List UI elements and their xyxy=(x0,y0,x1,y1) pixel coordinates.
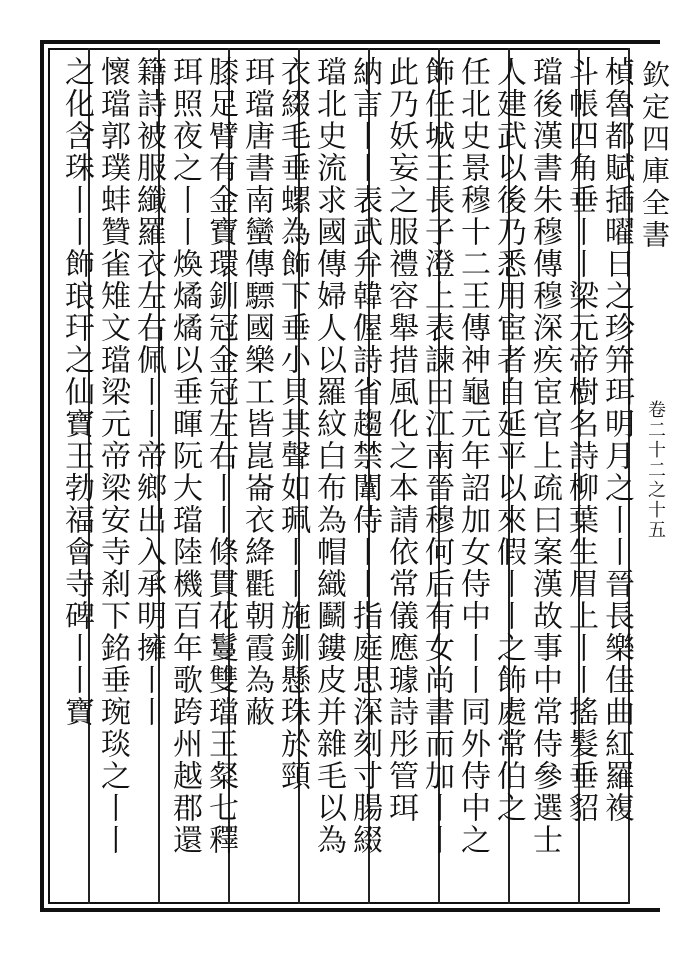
text-column-2: 斗帳四角垂丨丨梁元帝樹名詩柳葉生眉上丨丨搖髮垂貂 xyxy=(563,56,598,824)
text-column-3: 璫後漢書朱穆傳穆深疾宦官上疏曰案漢故事中常侍參選士 xyxy=(527,56,562,856)
text-column-1: 楨魯都賦插曜日之珍笄珥明月之丨丨晉長樂佳曲紅羅複 xyxy=(599,56,634,824)
text-column-4: 人建武以後乃悉用宦者自延平以來假丨丨之飾處常伯之 xyxy=(491,56,526,824)
text-column-14: 籍詩被服纖羅衣左右佩丨丨帝鄉出入承明擁丨丨 xyxy=(131,56,166,728)
text-column-7: 此乃妖妄之服禮容舉措風化之本請依常儀應璩詩彤管珥 xyxy=(383,56,418,824)
text-column-8: 納言丨丨表武弁韓偓詩省趨禁闈侍丨丨指庭思深刻寸腸綴 xyxy=(347,56,382,856)
text-column-12: 膝足臂有金寶環釧冠金冠左右丨丨條貫花鬘雙璫王粲七釋 xyxy=(203,56,238,856)
text-column-6: 飾任城王長子澄上表諫曰江南晉穆何后有女尚書而加丨丨 xyxy=(419,56,454,856)
text-column-9: 璫北史流求國傳婦人以羅紋白布為帽織鬬鏤皮并雜毛以為 xyxy=(311,56,346,856)
text-column-11: 珥璫唐書南蠻傳驃國樂工皆崑崙衣絳氍朝霞為蔽 xyxy=(239,56,274,728)
book-title: 欽定四庫全書 xyxy=(638,60,671,252)
juan-page-marker: 卷二十二之十五 xyxy=(645,400,666,540)
text-column-13: 珥照夜之丨丨煥燏燏以垂暉阮大璫陸機百年歌跨州越郡還 xyxy=(167,56,202,856)
text-column-5: 任北史景穆十二王傳神龜元年詔加女侍中丨丨同外侍中之 xyxy=(455,56,490,856)
text-column-15: 懷璫郭璞蚌贊雀雉文璫梁元帝梁安寺刹下銘垂琬琰之丨丨 xyxy=(95,56,130,856)
text-column-16: 之化含珠丨丨飾琅玕之仙寶王勃福會寺碑丨丨寶 xyxy=(59,56,94,728)
text-column-10: 衣綴毛垂螺為飾下垂小貝其聲如珮丨丨施釧懸珠於頸 xyxy=(275,56,310,792)
